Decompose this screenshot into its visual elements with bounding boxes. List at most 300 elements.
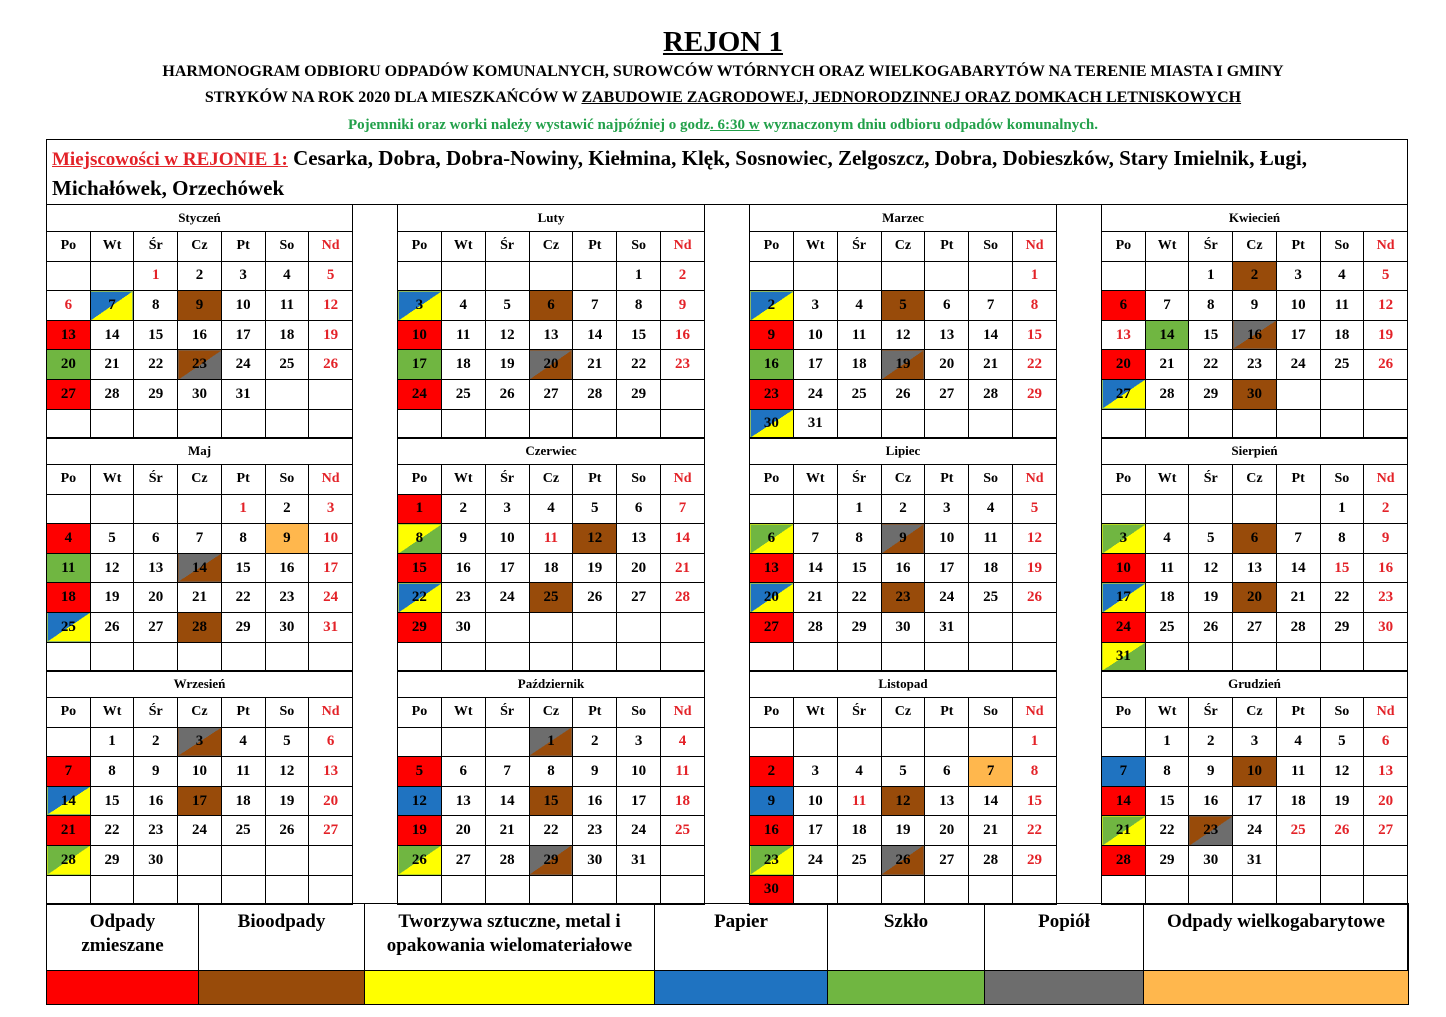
month-11 xyxy=(749,670,1057,905)
empty-cell xyxy=(178,409,222,439)
day-cell: 8 xyxy=(1189,291,1233,321)
pickup-day-ash-bio: 19 xyxy=(881,350,925,380)
day-cell: 25 xyxy=(1320,350,1364,380)
empty-cell xyxy=(793,494,837,524)
pickup-day-bio: 6 xyxy=(1233,524,1277,554)
day-cell: 20 xyxy=(1364,786,1408,816)
empty-cell xyxy=(661,409,705,439)
legend-swatch xyxy=(985,971,1144,1005)
empty-cell xyxy=(661,875,705,905)
pickup-day-ash-bio: 20 xyxy=(529,350,573,380)
empty-cell xyxy=(1233,875,1277,905)
pickup-day-ash-bio: 9 xyxy=(881,524,925,554)
empty-cell xyxy=(661,612,705,642)
empty-cell xyxy=(1276,875,1320,905)
empty-cell xyxy=(1364,642,1408,672)
day-cell: 14 xyxy=(90,320,134,350)
day-cell: 14 xyxy=(573,320,617,350)
empty-cell xyxy=(134,494,178,524)
empty-cell xyxy=(265,409,309,439)
day-cell: 10 xyxy=(793,320,837,350)
pickup-day-plastic-glass: 31 xyxy=(1102,642,1146,672)
day-cell: 12 xyxy=(1189,553,1233,583)
day-cell: 19 xyxy=(1320,786,1364,816)
empty-cell xyxy=(1145,494,1189,524)
day-cell: 11 xyxy=(529,524,573,554)
pickup-day-bio: 6 xyxy=(529,291,573,321)
day-cell: 19 xyxy=(1364,320,1408,350)
empty-cell xyxy=(441,409,485,439)
day-cell: 22 xyxy=(1320,583,1364,613)
day-cell: 12 xyxy=(90,553,134,583)
day-cell: 6 xyxy=(309,727,353,757)
empty-cell xyxy=(1276,642,1320,672)
day-cell: 26 xyxy=(1364,350,1408,380)
pickup-day-mixed: 10 xyxy=(1102,553,1146,583)
day-cell: 14 xyxy=(793,553,837,583)
day-cell: 7 xyxy=(1145,291,1189,321)
day-cell: 28 xyxy=(573,379,617,409)
empty-cell xyxy=(1276,379,1320,409)
empty-cell xyxy=(265,642,309,672)
day-cell: 10 xyxy=(617,757,661,787)
day-cell: 26 xyxy=(1013,583,1057,613)
pickup-day-glass-plastic: 21 xyxy=(1102,816,1146,846)
weekday-header: Pt xyxy=(221,698,265,728)
day-cell: 7 xyxy=(969,291,1013,321)
day-cell: 2 xyxy=(178,261,222,291)
day-cell: 28 xyxy=(485,845,529,875)
day-cell: 16 xyxy=(661,320,705,350)
day-cell: 2 xyxy=(881,494,925,524)
day-cell: 19 xyxy=(485,350,529,380)
pickup-day-mixed: 21 xyxy=(47,816,91,846)
day-cell: 29 xyxy=(134,379,178,409)
day-cell: 23 xyxy=(661,350,705,380)
empty-cell xyxy=(969,409,1013,439)
day-cell: 14 xyxy=(485,786,529,816)
empty-cell xyxy=(661,379,705,409)
day-cell: 8 xyxy=(90,757,134,787)
pickup-day-mixed: 1 xyxy=(398,494,442,524)
day-cell: 28 xyxy=(1145,379,1189,409)
day-cell: 22 xyxy=(221,583,265,613)
day-cell: 2 xyxy=(441,494,485,524)
day-cell: 11 xyxy=(1276,757,1320,787)
day-cell: 28 xyxy=(969,845,1013,875)
weekday-header: Wt xyxy=(1145,465,1189,495)
day-cell: 28 xyxy=(90,379,134,409)
weekday-header: Wt xyxy=(1145,698,1189,728)
pickup-day-glass-plastic: 28 xyxy=(47,845,91,875)
day-cell: 29 xyxy=(1013,845,1057,875)
day-cell: 18 xyxy=(529,553,573,583)
day-cell: 26 xyxy=(1189,612,1233,642)
pickup-day-paper: 12 xyxy=(398,786,442,816)
day-cell: 4 xyxy=(265,261,309,291)
day-cell: 13 xyxy=(1364,757,1408,787)
legend-swatch xyxy=(828,971,985,1005)
pickup-day-paper-plastic: 27 xyxy=(1102,379,1146,409)
day-cell: 30 xyxy=(1364,612,1408,642)
day-cell: 19 xyxy=(309,320,353,350)
pickup-day-ash-bio: 3 xyxy=(178,727,222,757)
day-cell: 13 xyxy=(134,553,178,583)
weekday-header: Cz xyxy=(529,232,573,262)
day-cell: 3 xyxy=(485,494,529,524)
day-cell: 25 xyxy=(661,816,705,846)
pickup-day-mixed: 15 xyxy=(398,553,442,583)
day-cell: 15 xyxy=(837,553,881,583)
weekday-header: Cz xyxy=(178,465,222,495)
pickup-day-mixed: 10 xyxy=(398,320,442,350)
empty-cell xyxy=(1320,409,1364,439)
empty-cell xyxy=(925,727,969,757)
pickup-day-bio: 20 xyxy=(1233,583,1277,613)
day-cell: 21 xyxy=(1276,583,1320,613)
day-cell: 23 xyxy=(134,816,178,846)
day-cell: 28 xyxy=(793,612,837,642)
day-cell: 8 xyxy=(1320,524,1364,554)
weekday-header: Po xyxy=(398,698,442,728)
empty-cell xyxy=(1013,642,1057,672)
pickup-day-bio: 9 xyxy=(178,291,222,321)
pickup-day-mixed: 18 xyxy=(47,583,91,613)
legend-swatch xyxy=(199,971,365,1005)
day-cell: 15 xyxy=(1189,320,1233,350)
weekday-header: Cz xyxy=(1233,698,1277,728)
empty-cell xyxy=(573,409,617,439)
day-cell: 10 xyxy=(1276,291,1320,321)
day-cell: 17 xyxy=(925,553,969,583)
empty-cell xyxy=(925,642,969,672)
empty-cell xyxy=(441,727,485,757)
day-cell: 11 xyxy=(221,757,265,787)
day-cell: 15 xyxy=(90,786,134,816)
day-cell: 2 xyxy=(661,261,705,291)
weekday-header: So xyxy=(969,698,1013,728)
empty-cell xyxy=(309,845,353,875)
day-cell: 10 xyxy=(221,291,265,321)
day-cell: 19 xyxy=(90,583,134,613)
day-cell: 27 xyxy=(134,612,178,642)
day-cell: 22 xyxy=(1145,816,1189,846)
weekday-header: Pt xyxy=(925,698,969,728)
pickup-day-glass-plastic: 26 xyxy=(398,845,442,875)
empty-cell xyxy=(441,875,485,905)
pickup-day-bio: 2 xyxy=(1233,261,1277,291)
empty-cell xyxy=(881,875,925,905)
pickup-day-bulky: 9 xyxy=(265,524,309,554)
day-cell: 2 xyxy=(573,727,617,757)
weekday-header: Śr xyxy=(1189,232,1233,262)
empty-cell xyxy=(573,261,617,291)
weekday-header: Wt xyxy=(441,698,485,728)
day-cell: 6 xyxy=(925,291,969,321)
weekday-header: Cz xyxy=(1233,465,1277,495)
day-cell: 30 xyxy=(441,612,485,642)
empty-cell xyxy=(793,261,837,291)
day-cell: 4 xyxy=(1145,524,1189,554)
day-cell: 10 xyxy=(793,786,837,816)
day-cell: 20 xyxy=(441,816,485,846)
pickup-day-mixed: 19 xyxy=(398,816,442,846)
day-cell: 27 xyxy=(925,379,969,409)
month-8 xyxy=(1101,437,1408,672)
pickup-day-glass-plastic: 23 xyxy=(750,845,794,875)
day-cell: 24 xyxy=(309,583,353,613)
weekday-header: Pt xyxy=(925,465,969,495)
day-cell: 22 xyxy=(1189,350,1233,380)
day-cell: 17 xyxy=(1233,786,1277,816)
empty-cell xyxy=(47,727,91,757)
legend-label: Papier xyxy=(655,904,828,971)
day-cell: 28 xyxy=(1276,612,1320,642)
empty-cell xyxy=(573,612,617,642)
day-cell: 16 xyxy=(134,786,178,816)
pickup-day-bio: 5 xyxy=(881,291,925,321)
day-cell: 8 xyxy=(221,524,265,554)
day-cell: 13 xyxy=(441,786,485,816)
day-cell: 27 xyxy=(529,379,573,409)
weekday-header: Pt xyxy=(573,465,617,495)
day-cell: 16 xyxy=(573,786,617,816)
day-cell: 11 xyxy=(837,320,881,350)
month-name: Maj xyxy=(47,438,353,465)
day-cell: 5 xyxy=(881,757,925,787)
weekday-header: Po xyxy=(750,465,794,495)
weekday-header: Śr xyxy=(485,698,529,728)
day-cell: 5 xyxy=(573,494,617,524)
empty-cell xyxy=(90,261,134,291)
empty-cell xyxy=(398,409,442,439)
empty-cell xyxy=(529,409,573,439)
day-cell: 18 xyxy=(1320,320,1364,350)
empty-cell xyxy=(1276,845,1320,875)
weekday-header: So xyxy=(265,698,309,728)
empty-cell xyxy=(1145,642,1189,672)
empty-cell xyxy=(265,845,309,875)
weekday-header: Śr xyxy=(1189,698,1233,728)
month-1 xyxy=(46,204,353,439)
weekday-header: Po xyxy=(750,232,794,262)
empty-cell xyxy=(661,845,705,875)
day-cell: 21 xyxy=(573,350,617,380)
weekday-header: Pt xyxy=(573,698,617,728)
day-cell: 5 xyxy=(1013,494,1057,524)
legend-label: Popiół xyxy=(985,904,1144,971)
day-cell: 4 xyxy=(1276,727,1320,757)
day-cell: 17 xyxy=(485,553,529,583)
day-cell: 10 xyxy=(309,524,353,554)
day-cell: 21 xyxy=(485,816,529,846)
line2-building-type: ZABUDOWIE ZAGRODOWEJ, JEDNORODZINNEJ ORAZ DOMKACH LETNISKOWYCH xyxy=(581,89,1242,106)
day-cell: 10 xyxy=(178,757,222,787)
day-cell: 30 xyxy=(134,845,178,875)
empty-cell xyxy=(485,727,529,757)
day-cell: 24 xyxy=(1233,816,1277,846)
empty-cell xyxy=(309,642,353,672)
month-7 xyxy=(749,437,1057,672)
weekday-header: So xyxy=(1320,232,1364,262)
month-name: Luty xyxy=(398,205,705,232)
empty-cell xyxy=(134,642,178,672)
day-cell: 19 xyxy=(881,816,925,846)
weekday-header: Nd xyxy=(1013,698,1057,728)
pickup-day-mixed: 2 xyxy=(750,757,794,787)
day-cell: 21 xyxy=(793,583,837,613)
day-cell: 26 xyxy=(309,350,353,380)
empty-cell xyxy=(1233,494,1277,524)
weekday-header: Śr xyxy=(134,698,178,728)
empty-cell xyxy=(881,409,925,439)
day-cell: 31 xyxy=(309,612,353,642)
day-cell: 22 xyxy=(837,583,881,613)
pickup-day-paper-plastic: 25 xyxy=(47,612,91,642)
day-cell: 16 xyxy=(1364,553,1408,583)
empty-cell xyxy=(925,261,969,291)
day-cell: 2 xyxy=(265,494,309,524)
weekday-header: Wt xyxy=(90,232,134,262)
empty-cell xyxy=(1013,875,1057,905)
day-cell: 5 xyxy=(90,524,134,554)
weekday-header: Wt xyxy=(793,698,837,728)
day-cell: 16 xyxy=(881,553,925,583)
day-cell: 10 xyxy=(925,524,969,554)
day-cell: 2 xyxy=(1189,727,1233,757)
empty-cell xyxy=(1145,261,1189,291)
day-cell: 18 xyxy=(441,350,485,380)
legend-swatch xyxy=(655,971,828,1005)
day-cell: 6 xyxy=(47,291,91,321)
empty-cell xyxy=(1320,379,1364,409)
weekday-header: Pt xyxy=(221,465,265,495)
day-cell: 20 xyxy=(617,553,661,583)
day-cell: 22 xyxy=(529,816,573,846)
day-cell: 19 xyxy=(1189,583,1233,613)
pickup-day-bio: 10 xyxy=(1233,757,1277,787)
day-cell: 24 xyxy=(178,816,222,846)
day-cell: 13 xyxy=(925,786,969,816)
day-cell: 25 xyxy=(1276,816,1320,846)
day-cell: 1 xyxy=(1189,261,1233,291)
day-cell: 17 xyxy=(617,786,661,816)
day-cell: 14 xyxy=(1276,553,1320,583)
month-name: Lipiec xyxy=(750,438,1057,465)
day-cell: 23 xyxy=(1233,350,1277,380)
empty-cell xyxy=(573,875,617,905)
empty-cell xyxy=(1276,409,1320,439)
day-cell: 4 xyxy=(529,494,573,524)
legend-label: Odpady zmieszane xyxy=(47,904,199,971)
empty-cell xyxy=(1320,845,1364,875)
pickup-day-mixed: 30 xyxy=(750,875,794,905)
day-cell: 3 xyxy=(1233,727,1277,757)
empty-cell xyxy=(969,727,1013,757)
day-cell: 22 xyxy=(134,350,178,380)
day-cell: 13 xyxy=(309,757,353,787)
day-cell: 13 xyxy=(1233,553,1277,583)
empty-cell xyxy=(265,875,309,905)
empty-cell xyxy=(178,845,222,875)
weekday-header: Śr xyxy=(1189,465,1233,495)
month-name: Kwiecień xyxy=(1102,205,1408,232)
weekday-header: Nd xyxy=(1364,232,1408,262)
pickup-day-mixed: 20 xyxy=(1102,350,1146,380)
empty-cell xyxy=(1102,261,1146,291)
day-cell: 15 xyxy=(221,553,265,583)
weekday-header: Śr xyxy=(485,232,529,262)
day-cell: 6 xyxy=(441,757,485,787)
pickup-day-bio: 28 xyxy=(178,612,222,642)
empty-cell xyxy=(1102,875,1146,905)
pickup-day-bio: 12 xyxy=(881,786,925,816)
empty-cell xyxy=(969,261,1013,291)
legend-label: Bioodpady xyxy=(199,904,365,971)
empty-cell xyxy=(617,409,661,439)
day-cell: 12 xyxy=(309,291,353,321)
empty-cell xyxy=(529,261,573,291)
weekday-header: Cz xyxy=(529,698,573,728)
empty-cell xyxy=(47,494,91,524)
pickup-day-bio-ash: 23 xyxy=(1189,816,1233,846)
note-part1: Pojemniki oraz worki należy wystawić najpóźniej o godz xyxy=(347,117,711,133)
empty-cell xyxy=(1320,875,1364,905)
weekday-header: Cz xyxy=(1233,232,1277,262)
day-cell: 9 xyxy=(1233,291,1277,321)
day-cell: 16 xyxy=(441,553,485,583)
empty-cell xyxy=(485,409,529,439)
day-cell: 21 xyxy=(969,816,1013,846)
weekday-header: So xyxy=(265,232,309,262)
day-cell: 7 xyxy=(573,291,617,321)
empty-cell xyxy=(398,261,442,291)
day-cell: 26 xyxy=(485,379,529,409)
day-cell: 13 xyxy=(1102,320,1146,350)
day-cell: 21 xyxy=(1145,350,1189,380)
empty-cell xyxy=(750,727,794,757)
weekday-header: Po xyxy=(398,465,442,495)
weekday-header: Wt xyxy=(441,465,485,495)
pickup-day-paper-plastic: 22 xyxy=(398,583,442,613)
day-cell: 13 xyxy=(925,320,969,350)
empty-cell xyxy=(529,612,573,642)
empty-cell xyxy=(1364,875,1408,905)
day-cell: 21 xyxy=(661,553,705,583)
day-cell: 1 xyxy=(837,494,881,524)
day-cell: 13 xyxy=(617,524,661,554)
day-cell: 25 xyxy=(837,379,881,409)
day-cell: 21 xyxy=(969,350,1013,380)
empty-cell xyxy=(1364,845,1408,875)
pickup-day-mixed: 27 xyxy=(750,612,794,642)
day-cell: 25 xyxy=(221,816,265,846)
month-name: Marzec xyxy=(750,205,1057,232)
day-cell: 27 xyxy=(1233,612,1277,642)
weekday-header: Po xyxy=(47,698,91,728)
pickup-day-bio: 25 xyxy=(529,583,573,613)
pickup-day-mixed: 4 xyxy=(47,524,91,554)
empty-cell xyxy=(573,642,617,672)
day-cell: 25 xyxy=(969,583,1013,613)
empty-cell xyxy=(1364,379,1408,409)
day-cell: 17 xyxy=(309,553,353,583)
day-cell: 15 xyxy=(134,320,178,350)
day-cell: 31 xyxy=(1233,845,1277,875)
day-cell: 10 xyxy=(485,524,529,554)
empty-cell xyxy=(1102,494,1146,524)
weekday-header: Po xyxy=(750,698,794,728)
